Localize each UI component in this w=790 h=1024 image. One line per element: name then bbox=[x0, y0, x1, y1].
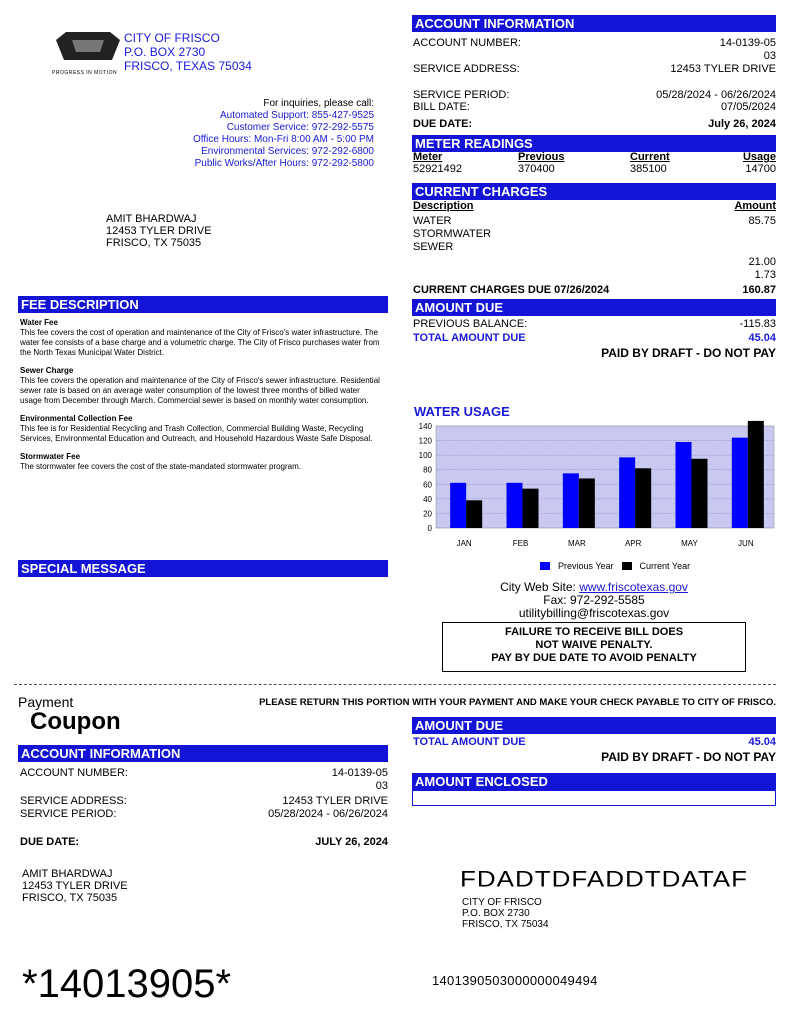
recipient-address bbox=[106, 213, 212, 249]
table-row bbox=[413, 163, 776, 175]
coupon-label: Payment bbox=[18, 694, 74, 710]
fee-heading: Stormwater Fee bbox=[20, 452, 81, 461]
sender-city: FRISCO, TEXAS 75034 bbox=[124, 59, 252, 73]
bill-date-label: BILL DATE: bbox=[413, 101, 470, 113]
previous-balance-value: -115.83 bbox=[739, 318, 776, 330]
coupon-draft-note: PAID BY DRAFT - DO NOT PAY bbox=[601, 750, 776, 764]
bar-current-year bbox=[579, 478, 595, 528]
coupon-account-row bbox=[20, 767, 388, 779]
service-period-label: SERVICE PERIOD: bbox=[413, 89, 510, 101]
total-amount-row bbox=[413, 332, 776, 344]
meter-readings-table bbox=[413, 151, 776, 175]
legend-current-label: Current Year bbox=[639, 561, 691, 571]
x-tick-label: JUN bbox=[738, 539, 754, 548]
account-info-header: ACCOUNT INFORMATION bbox=[412, 15, 776, 32]
contact-block bbox=[412, 581, 776, 620]
y-tick-label: 40 bbox=[423, 494, 432, 504]
charges-column-headers bbox=[413, 200, 776, 212]
y-tick-label: 0 bbox=[427, 524, 432, 533]
coupon-customer-city: FRISCO, TX 75035 bbox=[22, 892, 118, 904]
email-line: utilitybilling@friscotexas.gov bbox=[518, 606, 670, 620]
total-amount-label: TOTAL AMOUNT DUE bbox=[413, 332, 526, 344]
coupon-title: Coupon bbox=[30, 708, 121, 735]
y-tick-label: 20 bbox=[423, 509, 432, 519]
legend-previous-label: Previous Year bbox=[558, 561, 614, 571]
chart-title: WATER USAGE bbox=[414, 404, 510, 419]
coupon-service-period-row bbox=[20, 808, 388, 820]
website-link[interactable]: www.friscotexas.gov bbox=[579, 580, 688, 594]
inquiries-line: Environmental Services: 972-292-6800 bbox=[201, 146, 374, 157]
coupon-account-header: ACCOUNT INFORMATION bbox=[18, 745, 388, 762]
ocr-scanline: 1401390503000000049494 bbox=[432, 973, 598, 988]
service-address-row bbox=[413, 63, 776, 75]
amount-header: Amount bbox=[734, 200, 776, 212]
bar-current-year bbox=[523, 489, 539, 528]
meter-readings-header: METER READINGS bbox=[412, 135, 776, 152]
x-tick-label: MAY bbox=[681, 539, 698, 548]
bar-previous-year bbox=[619, 457, 635, 528]
coupon-due-date-label: DUE DATE: bbox=[20, 836, 80, 848]
previous-header: Previous bbox=[518, 151, 565, 163]
x-tick-label: JAN bbox=[456, 539, 472, 548]
coupon-service-address-value: 12453 TYLER DRIVE bbox=[282, 795, 388, 807]
fee-text: This fee covers the operation and maintenance of the City of Frisco's sewer infrastructure. Residential sewer rate is based on an average water consumption of the lowest three months of billed water usage from December through March. Commercial sewer is based on monthly water consumption. bbox=[20, 376, 380, 405]
fee-text: This fee covers the cost of operation and maintenance of the City of Frisco's water infrastructure. The water fee consists of a base charge and a volumetric charge. The City of Frisco purchases water from the North Texas Municipal Water District. bbox=[20, 328, 380, 357]
sender-name: CITY OF FRISCO bbox=[124, 31, 220, 45]
inquiries-line: Office Hours: Mon-Fri 8:00 AM - 5:00 PM bbox=[193, 134, 374, 145]
service-address-label: SERVICE ADDRESS: bbox=[413, 63, 520, 75]
website-label: City Web Site: bbox=[500, 580, 576, 594]
charges-total-value: 160.87 bbox=[742, 284, 776, 296]
coupon-instruction: PLEASE RETURN THIS PORTION WITH YOUR PAYMENT AND MAKE YOUR CHECK PAYABLE TO CITY OF FRISCO. bbox=[259, 697, 776, 708]
remit-city: FRISCO, TX 75034 bbox=[462, 919, 549, 930]
charge-row bbox=[413, 241, 776, 253]
fee-heading: Environmental Collection Fee bbox=[20, 414, 133, 423]
previous-balance-label: PREVIOUS BALANCE: bbox=[413, 318, 528, 330]
coupon-customer-name: AMIT BHARDWAJ bbox=[22, 868, 113, 880]
perforation-line bbox=[14, 684, 776, 685]
logo-tagline: PROGRESS IN MOTION bbox=[52, 70, 118, 76]
y-tick-label: 100 bbox=[418, 451, 432, 461]
sender-address bbox=[124, 31, 252, 73]
current-reading: 385100 bbox=[630, 163, 667, 175]
total-amount-value: 45.04 bbox=[748, 332, 776, 344]
charges-total-label: CURRENT CHARGES DUE 07/26/2024 bbox=[413, 284, 610, 296]
penalty-line: NOT WAIVE PENALTY. bbox=[535, 639, 653, 651]
x-tick-label: MAR bbox=[567, 539, 586, 548]
account-suffix-row bbox=[413, 50, 776, 62]
charge-amount: 85.75 bbox=[748, 215, 776, 227]
coupon-due-date-row bbox=[20, 836, 388, 848]
water-usage-chart bbox=[412, 420, 778, 580]
charge-label: SEWER bbox=[413, 241, 454, 253]
bar-previous-year bbox=[732, 438, 748, 528]
coupon-service-period-value: 05/28/2024 - 06/26/2024 bbox=[268, 808, 388, 820]
due-date-row bbox=[413, 118, 776, 130]
bill-date-row bbox=[413, 101, 776, 113]
legend-previous-swatch bbox=[540, 562, 550, 570]
current-header: Current bbox=[630, 151, 670, 163]
special-message-header: SPECIAL MESSAGE bbox=[18, 560, 388, 577]
draft-note: PAID BY DRAFT - DO NOT PAY bbox=[601, 346, 776, 360]
charge-row bbox=[413, 215, 776, 227]
description-header: Description bbox=[413, 200, 474, 212]
sender-po-box: P.O. BOX 2730 bbox=[124, 45, 206, 59]
bar-previous-year bbox=[563, 473, 579, 528]
inquiries-block bbox=[170, 98, 374, 169]
fee-description-body bbox=[20, 318, 380, 472]
charge-row bbox=[413, 269, 776, 281]
bill-date-value: 07/05/2024 bbox=[720, 101, 776, 113]
bar-current-year bbox=[466, 500, 482, 528]
y-tick-label: 140 bbox=[418, 422, 432, 431]
meter-header: Meter bbox=[413, 151, 443, 163]
previous-reading: 370400 bbox=[518, 163, 555, 175]
previous-balance-row bbox=[413, 318, 776, 330]
fee-text: The stormwater fee covers the cost of the state-mandated stormwater program. bbox=[20, 462, 302, 471]
amount-enclosed-field[interactable] bbox=[412, 790, 776, 806]
bar-previous-year bbox=[676, 442, 692, 528]
charges-total-row bbox=[413, 284, 776, 296]
charge-row bbox=[413, 256, 776, 268]
coupon-account-value: 14-0139-05 bbox=[331, 767, 388, 779]
meter-number: 52921492 bbox=[413, 163, 462, 175]
inquiries-line: Customer Service: 972-292-5575 bbox=[226, 122, 374, 133]
recipient-street: 12453 TYLER DRIVE bbox=[106, 225, 212, 237]
fee-heading: Water Fee bbox=[20, 318, 58, 327]
inquiries-line: Automated Support: 855-427-9525 bbox=[220, 110, 374, 121]
amount-due-header: AMOUNT DUE bbox=[412, 299, 776, 316]
penalty-line: FAILURE TO RECEIVE BILL DOES bbox=[504, 626, 684, 638]
service-address-value: 12453 TYLER DRIVE bbox=[670, 63, 776, 75]
x-tick-label: FEB bbox=[512, 539, 529, 548]
coupon-suffix-value: 03 bbox=[375, 780, 388, 792]
current-charges-header: CURRENT CHARGES bbox=[412, 183, 776, 200]
bar-current-year bbox=[635, 468, 651, 528]
fee-heading: Sewer Charge bbox=[20, 366, 74, 375]
inquiries-line: Public Works/After Hours: 972-292-5800 bbox=[194, 158, 374, 169]
y-tick-label: 80 bbox=[423, 465, 432, 475]
legend-current-swatch bbox=[622, 562, 632, 570]
coupon-total-label: TOTAL AMOUNT DUE bbox=[413, 736, 526, 748]
penalty-notice-box bbox=[442, 622, 746, 672]
account-number-row bbox=[413, 37, 776, 49]
account-suffix-value: 03 bbox=[763, 50, 776, 62]
fee-description-header: FEE DESCRIPTION bbox=[18, 296, 388, 313]
charge-label: WATER bbox=[413, 215, 452, 227]
coupon-customer-street: 12453 TYLER DRIVE bbox=[22, 880, 128, 892]
fax-line: Fax: 972-292-5585 bbox=[543, 593, 645, 607]
inquiries-heading: For inquiries, please call: bbox=[263, 98, 374, 109]
due-date-label: DUE DATE: bbox=[413, 118, 473, 130]
penalty-line: PAY BY DUE DATE TO AVOID PENALTY bbox=[491, 652, 697, 664]
coupon-suffix-row bbox=[20, 780, 388, 792]
coupon-account-label: ACCOUNT NUMBER: bbox=[20, 767, 128, 779]
coupon-due-date-value: JULY 26, 2024 bbox=[315, 836, 388, 848]
city-logo bbox=[52, 30, 124, 72]
due-date-value: July 26, 2024 bbox=[708, 118, 776, 130]
charge-row bbox=[413, 228, 776, 240]
chart-plot-area bbox=[436, 426, 774, 528]
scan-id-barcode: *14013905* bbox=[22, 962, 232, 1006]
bar-previous-year bbox=[450, 483, 466, 528]
chart-legend bbox=[540, 561, 690, 571]
usage-value: 14700 bbox=[745, 163, 776, 175]
service-period-value: 05/28/2024 - 06/26/2024 bbox=[656, 89, 776, 101]
remit-po: P.O. BOX 2730 bbox=[462, 908, 530, 919]
coupon-service-address-row bbox=[20, 795, 388, 807]
postal-barcode: FDADTDFADDTDATAF bbox=[460, 866, 749, 892]
coupon-customer-address bbox=[22, 868, 128, 904]
bar-current-year bbox=[748, 421, 764, 528]
coupon-total-value: 45.04 bbox=[748, 736, 776, 748]
x-tick-label: APR bbox=[624, 539, 642, 548]
coupon-service-address-label: SERVICE ADDRESS: bbox=[20, 795, 127, 807]
y-tick-label: 120 bbox=[418, 436, 432, 446]
coupon-total-row bbox=[413, 736, 776, 748]
coupon-service-period-label: SERVICE PERIOD: bbox=[20, 808, 117, 820]
usage-header: Usage bbox=[742, 151, 776, 163]
remit-address bbox=[462, 897, 549, 930]
charge-label: STORMWATER bbox=[413, 228, 492, 240]
recipient-city: FRISCO, TX 75035 bbox=[106, 237, 202, 249]
charge-amount: 21.00 bbox=[748, 256, 776, 268]
bar-current-year bbox=[692, 459, 708, 528]
amount-enclosed-header: AMOUNT ENCLOSED bbox=[412, 773, 776, 790]
bar-previous-year bbox=[507, 483, 523, 528]
recipient-name: AMIT BHARDWAJ bbox=[106, 213, 197, 225]
y-tick-label: 60 bbox=[423, 480, 432, 490]
remit-name: CITY OF FRISCO bbox=[462, 897, 542, 908]
fee-text: This fee is for Residential Recycling and Trash Collection, Commercial Building Waste, Recycling Services, Environmental Education and Outreach, and Household Hazardous Waste Safe Disposal. bbox=[20, 424, 373, 443]
service-period-row bbox=[413, 89, 776, 101]
coupon-amount-due-header: AMOUNT DUE bbox=[412, 717, 776, 734]
account-number-label: ACCOUNT NUMBER: bbox=[413, 37, 521, 49]
charge-amount: 1.73 bbox=[754, 269, 776, 281]
account-number-value: 14-0139-05 bbox=[719, 37, 776, 49]
